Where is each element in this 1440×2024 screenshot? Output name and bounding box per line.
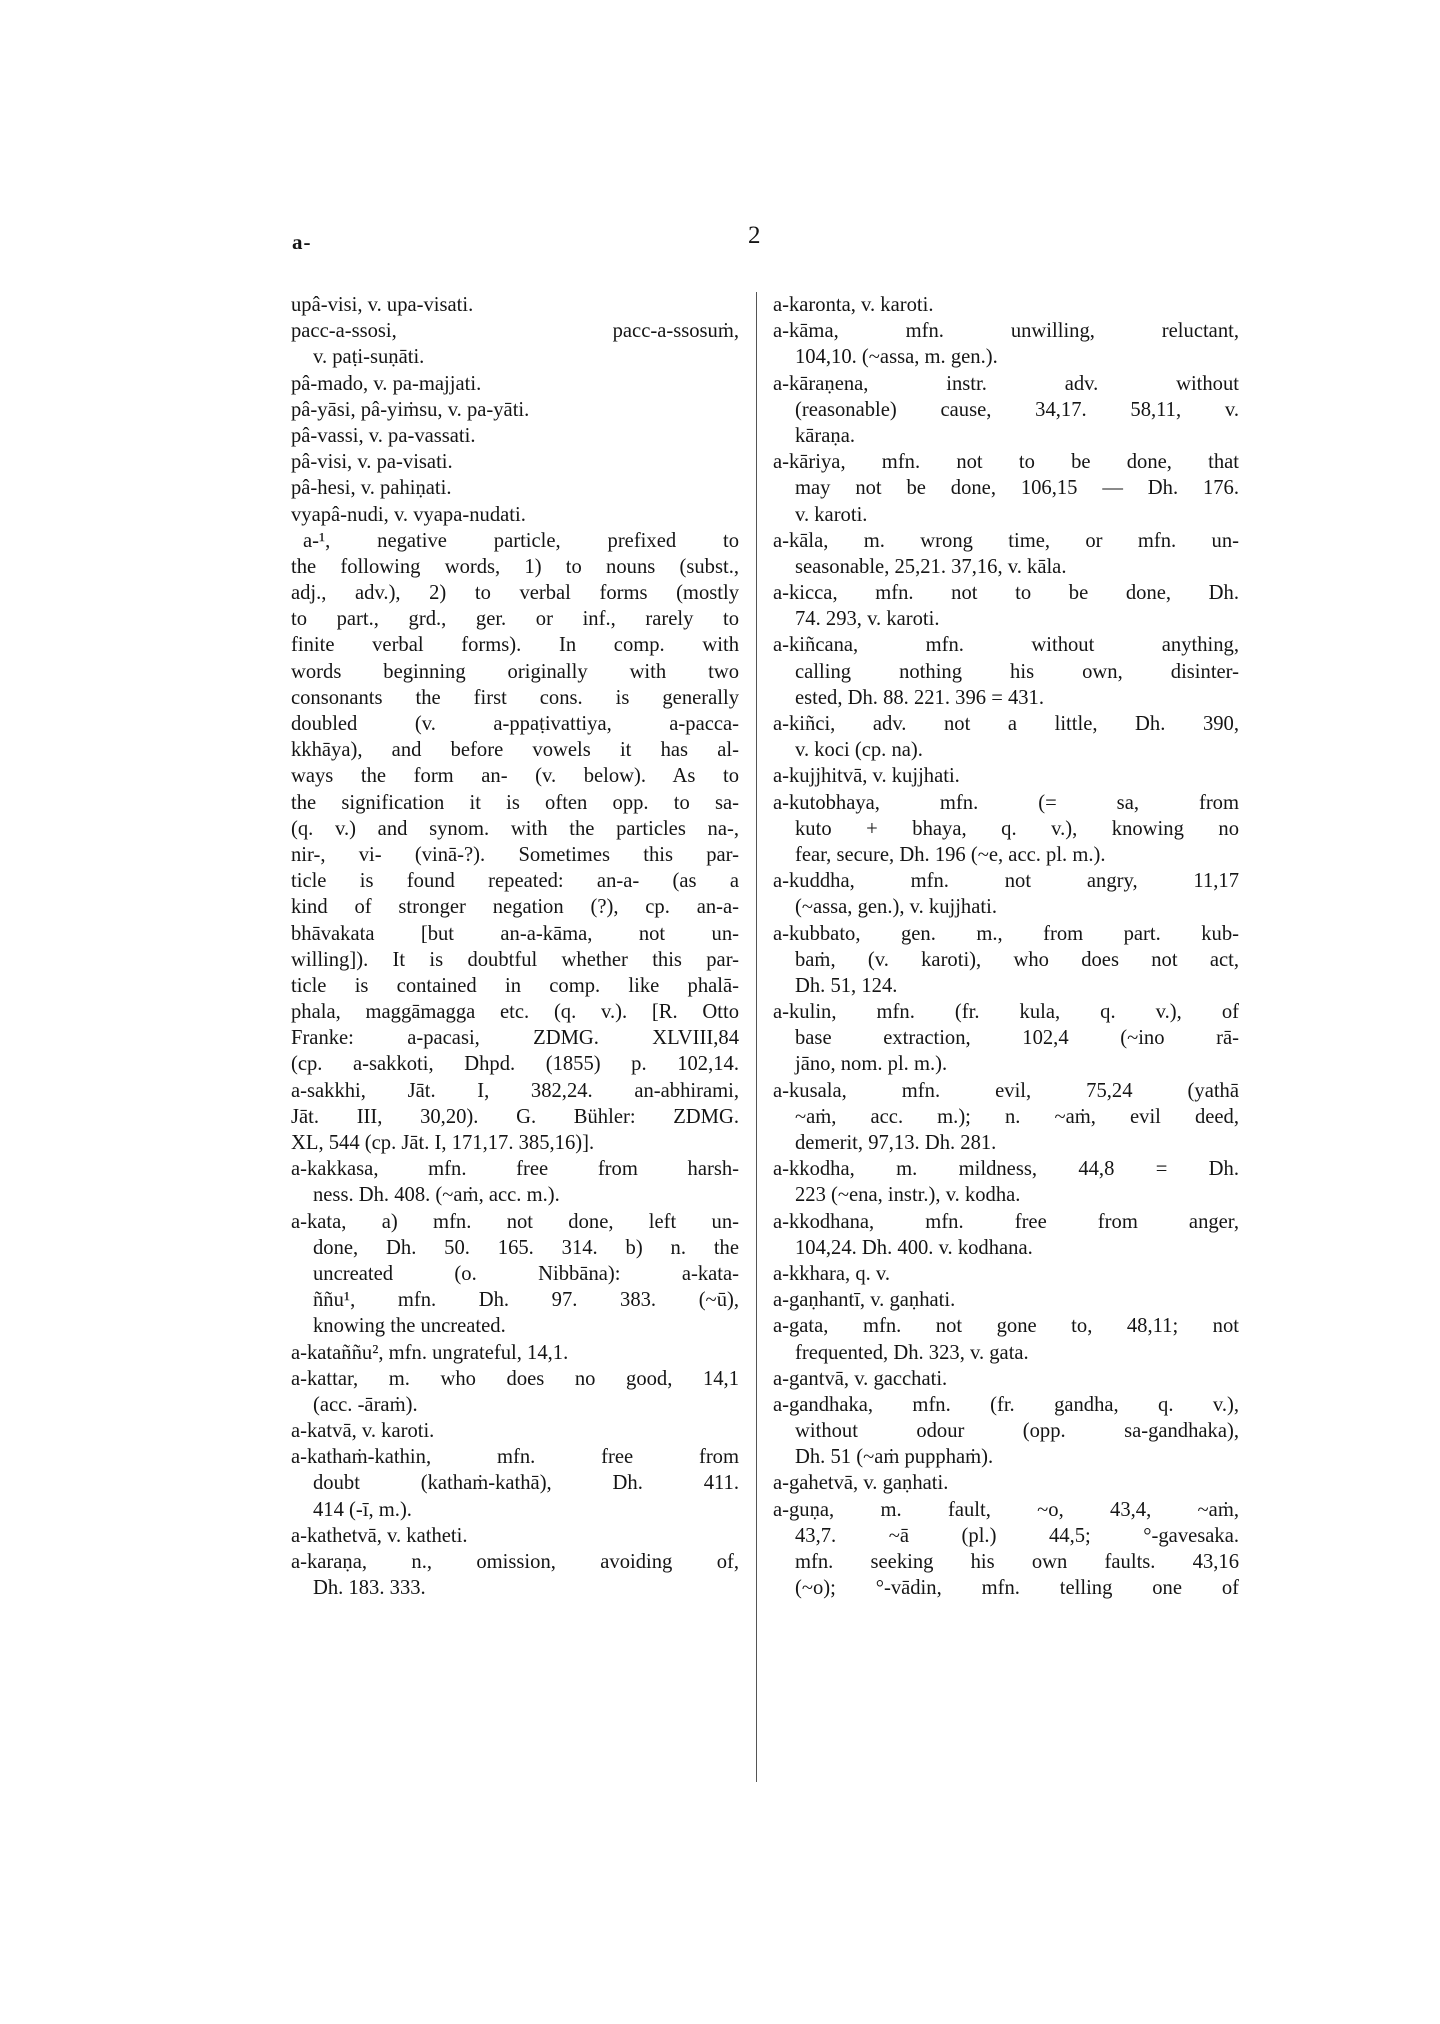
right-column-line: 104,24. Dh. 400. v. kodhana.	[795, 1236, 1033, 1259]
left-column-line: knowing the uncreated.	[313, 1315, 506, 1338]
left-column-line: a-kataññu², mfn. ungrateful, 14,1.	[291, 1341, 569, 1364]
right-column-line: a-gandhaka, mfn. (fr. gandha, q. v.),	[773, 1393, 1239, 1416]
left-column-line: the following words, 1) to nouns (subst.,	[291, 555, 739, 578]
right-column-line: (~assa, gen.), v. kujjhati.	[795, 896, 997, 919]
left-column-line: upâ-visi, v. upa-visati.	[291, 294, 474, 316]
right-column	[773, 292, 1239, 1601]
left-column-line: the signification it is often opp. to sa-	[291, 791, 739, 814]
right-column-line: Dh. 51, 124.	[795, 974, 898, 997]
right-column-line: a-kulin, mfn. (fr. kula, q. v.), of	[773, 1001, 1239, 1024]
left-column-line: Franke: a-pacasi, ZDMG. XLVIII,84	[291, 1027, 739, 1050]
left-column-line: done, Dh. 50. 165. 314. b) n. the	[313, 1236, 739, 1259]
left-column-line: XL, 544 (cp. Jāt. I, 171,17. 385,16)].	[291, 1132, 595, 1154]
right-column-line: fear, secure, Dh. 196 (~e, acc. pl. m.).	[795, 843, 1106, 866]
right-column-line: may not be done, 106,15 — Dh. 176.	[795, 477, 1239, 500]
left-column-line: kkhāya), and before vowels it has al-	[291, 739, 739, 762]
right-column-line: a-gaṇhantī, v. gaṇhati.	[773, 1289, 956, 1312]
left-column-line: doubled (v. a-ppaṭivattiya, a-pacca-	[291, 713, 739, 735]
right-column-line: mfn. seeking his own faults. 43,16	[795, 1551, 1239, 1573]
right-column-line: calling nothing his own, disinter-	[795, 660, 1239, 683]
left-column-line: nir-, vi- (vinā-?). Sometimes this par-	[291, 843, 739, 866]
right-column-line: a-gata, mfn. not gone to, 48,11; not	[773, 1315, 1239, 1338]
page-number: 2	[748, 222, 761, 249]
left-column-line: doubt (kathaṁ-kathā), Dh. 411.	[313, 1472, 739, 1495]
left-column-line: vyapâ-nudi, v. vyapa-nudati.	[291, 503, 526, 526]
left-column-line: ways the form an- (v. below). As to	[291, 765, 739, 788]
right-column-line: ested, Dh. 88. 221. 396 = 431.	[795, 686, 1044, 709]
left-column-line: a-katvā, v. karoti.	[291, 1420, 435, 1443]
left-column-line: Dh. 183. 333.	[313, 1577, 426, 1600]
right-column-line: a-kkodhana, mfn. free from anger,	[773, 1210, 1239, 1233]
right-column-line: (~o); °-vādin, mfn. telling one of	[795, 1577, 1239, 1600]
right-column-line: v. karoti.	[795, 503, 868, 526]
right-column-line: baṁ, (v. karoti), who does not act,	[795, 948, 1239, 971]
right-column-line: a-kujjhitvā, v. kujjhati.	[773, 765, 960, 788]
left-column-line: phala, maggāmagga etc. (q. v.). [R. Otto	[291, 1001, 739, 1024]
left-column-line: pacc-a-ssosi, pacc-a-ssosuṁ,	[291, 320, 739, 343]
right-column-line: 104,10. (~assa, m. gen.).	[795, 346, 998, 369]
left-column-line: consonants the first cons. is generally	[291, 686, 739, 709]
right-column-line: a-kkodha, m. mildness, 44,8 = Dh.	[773, 1158, 1239, 1181]
right-column-line: 74. 293, v. karoti.	[795, 608, 940, 631]
right-column-line: 43,7. ~ā (pl.) 44,5; °-gavesaka.	[795, 1524, 1239, 1547]
left-column-line: a-¹, negative particle, prefixed to	[303, 529, 739, 552]
right-column-line: 223 (~ena, instr.), v. kodha.	[795, 1184, 1021, 1207]
left-column-line: ticle is found repeated: an-a- (as a	[291, 870, 739, 893]
left-column-line: pâ-hesi, v. pahiṇati.	[291, 477, 452, 500]
right-column-line: a-kusala, mfn. evil, 75,24 (yathā	[773, 1079, 1239, 1102]
left-column-line: a-kathaṁ-kathin, mfn. free from	[291, 1446, 739, 1469]
left-column-line: Jāt. III, 30,20). G. Bühler: ZDMG.	[291, 1105, 739, 1128]
right-column-line: jāno, nom. pl. m.).	[795, 1053, 948, 1076]
left-column-line: a-karaṇa, n., omission, avoiding of,	[291, 1551, 739, 1573]
left-column-line: (cp. a-sakkoti, Dhpd. (1855) p. 102,14.	[291, 1053, 739, 1076]
right-column-line: seasonable, 25,21. 37,16, v. kāla.	[795, 555, 1067, 578]
right-column-line: base extraction, 102,4 (~ino rā-	[795, 1027, 1239, 1050]
left-column-line: v. paṭi-suṇāti.	[313, 346, 425, 369]
left-column	[291, 292, 739, 1601]
left-column-line: a-kakkasa, mfn. free from harsh-	[291, 1158, 739, 1181]
right-column-line: demerit, 97,13. Dh. 281.	[795, 1132, 997, 1154]
left-column-line: ññu¹, mfn. Dh. 97. 383. (~ū),	[313, 1289, 739, 1312]
right-column-line: a-guṇa, m. fault, ~o, 43,4, ~aṁ,	[773, 1498, 1239, 1521]
left-column-line: finite verbal forms). In comp. with	[291, 634, 739, 657]
right-column-line: a-kāla, m. wrong time, or mfn. un-	[773, 529, 1239, 552]
right-column-line: ~aṁ, acc. m.); n. ~aṁ, evil deed,	[795, 1105, 1239, 1128]
left-column-line: willing]). It is doubtful whether this par-	[291, 948, 739, 971]
left-column-line: (acc. -āraṁ).	[313, 1393, 418, 1416]
right-column-line: a-kubbato, gen. m., from part. kub-	[773, 922, 1239, 945]
left-column-line: (q. v.) and synom. with the particles na-,	[291, 817, 739, 840]
right-column-line: without odour (opp. sa-gandhaka),	[795, 1420, 1239, 1443]
left-column-line: a-sakkhi, Jāt. I, 382,24. an-abhirami,	[291, 1079, 739, 1102]
running-head: a-	[292, 230, 312, 254]
left-column-line: words beginning originally with two	[291, 660, 739, 683]
left-column-line: a-kattar, m. who does no good, 14,1	[291, 1367, 739, 1390]
right-column-line: a-karonta, v. karoti.	[773, 294, 934, 316]
left-column-line: pâ-visi, v. pa-visati.	[291, 451, 453, 474]
left-column-line: pâ-mado, v. pa-majjati.	[291, 372, 482, 395]
left-column-line: 414 (-ī, m.).	[313, 1498, 412, 1521]
right-column-line: a-kāma, mfn. unwilling, reluctant,	[773, 320, 1239, 343]
right-column-line: a-kicca, mfn. not to be done, Dh.	[773, 582, 1239, 605]
left-column-line: a-kathetvā, v. katheti.	[291, 1524, 468, 1547]
left-column-line: pâ-vassi, v. pa-vassati.	[291, 424, 476, 447]
right-column-line: a-kutobhaya, mfn. (= sa, from	[773, 791, 1239, 814]
right-column-line: a-kuddha, mfn. not angry, 11,17	[773, 870, 1239, 893]
right-column-line: a-gahetvā, v. gaṇhati.	[773, 1472, 949, 1495]
right-column-line: a-kkhara, q. v.	[773, 1262, 891, 1285]
right-column-line: a-kiñcana, mfn. without anything,	[773, 634, 1239, 657]
left-column-line: ness. Dh. 408. (~aṁ, acc. m.).	[313, 1184, 560, 1207]
right-column-line: a-kāraṇena, instr. adv. without	[773, 372, 1239, 395]
right-column-line: Dh. 51 (~aṁ pupphaṁ).	[795, 1446, 994, 1469]
right-column-line: v. koci (cp. na).	[795, 739, 923, 762]
left-column-line: bhāvakata [but an-a-kāma, not un-	[291, 922, 739, 945]
column-divider	[756, 292, 757, 1782]
right-column-line: a-gantvā, v. gacchati.	[773, 1367, 948, 1390]
left-column-line: adj., adv.), 2) to verbal forms (mostly	[291, 582, 739, 605]
right-column-line: a-kāriya, mfn. not to be done, that	[773, 451, 1239, 474]
right-column-line: frequented, Dh. 323, v. gata.	[795, 1341, 1029, 1364]
right-column-line: a-kiñci, adv. not a little, Dh. 390,	[773, 713, 1239, 735]
left-column-line: kind of stronger negation (?), cp. an-a-	[291, 896, 739, 919]
right-column-line: kuto + bhaya, q. v.), knowing no	[795, 817, 1239, 840]
left-column-line: to part., grd., ger. or inf., rarely to	[291, 608, 739, 631]
right-column-line: (reasonable) cause, 34,17. 58,11, v.	[795, 398, 1239, 421]
right-column-line: kāraṇa.	[795, 424, 856, 447]
left-column-line: uncreated (o. Nibbāna): a-kata-	[313, 1262, 739, 1285]
left-column-line: pâ-yāsi, pâ-yiṁsu, v. pa-yāti.	[291, 398, 530, 421]
left-column-line: a-kata, a) mfn. not done, left un-	[291, 1210, 739, 1233]
left-column-line: ticle is contained in comp. like phalā-	[291, 974, 739, 997]
